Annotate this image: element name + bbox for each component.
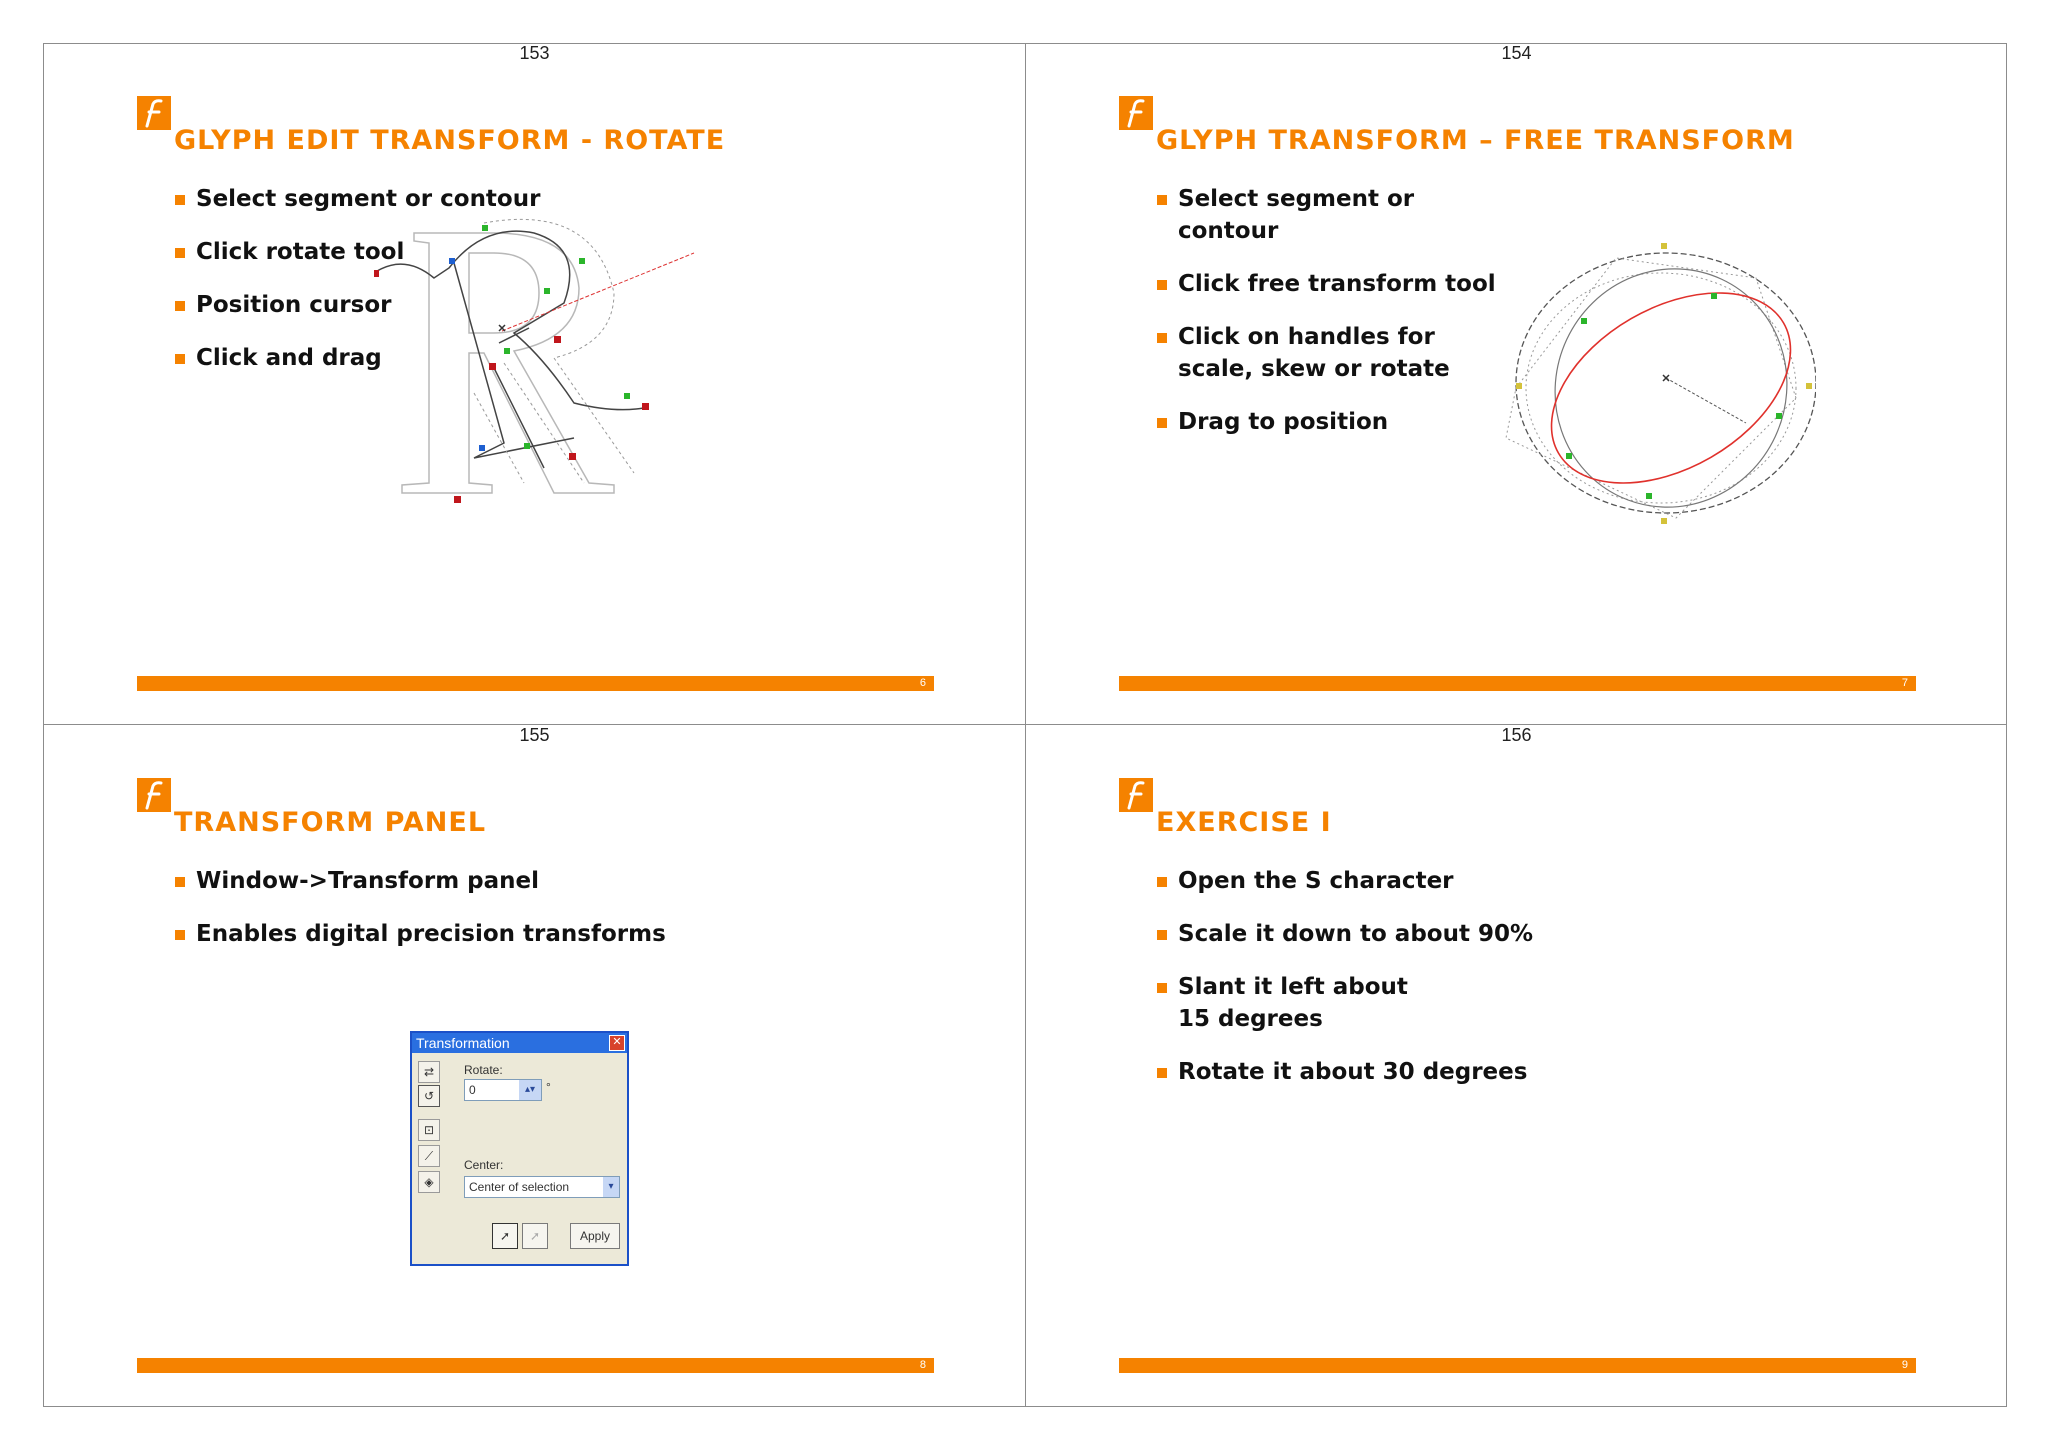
list-item: Scale it down to about 90% (1156, 918, 1536, 950)
slide-title: TRANSFORM PANEL (174, 807, 487, 838)
fontlab-f-logo-icon (1119, 96, 1153, 130)
slide-number: 6 (919, 677, 926, 689)
degree-symbol: ° (546, 1080, 551, 1094)
panel-title-bar (412, 1033, 627, 1053)
bullet-square-icon (1157, 983, 1167, 993)
bullet-list (174, 865, 666, 971)
list-item: Enables digital precision transforms (174, 918, 666, 950)
list-item: Select segment or contour (1156, 183, 1516, 247)
bullet-square-icon (175, 354, 185, 364)
move-tool-icon[interactable]: ⇄ (418, 1061, 440, 1083)
slide-title: GLYPH EDIT TRANSFORM - ROTATE (174, 125, 726, 156)
scale-tool-icon[interactable]: ⊡ (418, 1119, 440, 1141)
list-item: Drag to position (1156, 406, 1516, 438)
slide-number: 9 (1901, 1359, 1908, 1371)
page-number: 153 (519, 43, 550, 63)
bullet-list (1156, 183, 1516, 459)
slide-title: EXERCISE I (1156, 807, 1332, 838)
page-number: 155 (519, 725, 550, 745)
rotate-tool-icon[interactable]: ↺ (418, 1085, 440, 1107)
center-select[interactable]: Center of selection ▾ (464, 1176, 620, 1198)
slide-154 (1026, 43, 2007, 724)
bullet-square-icon (1157, 333, 1167, 343)
bullet-square-icon (1157, 418, 1167, 428)
apply-button[interactable]: Apply (570, 1223, 620, 1249)
slide-number: 8 (919, 1359, 926, 1371)
slide-number: 7 (1901, 677, 1908, 689)
bullet-square-icon (175, 248, 185, 258)
bullet-square-icon (175, 877, 185, 887)
page-number: 154 (1501, 43, 1532, 63)
bullet-square-icon (175, 930, 185, 940)
fontlab-f-logo-icon (137, 96, 171, 130)
list-item: Open the S character (1156, 865, 1536, 897)
slide-footer-bar (137, 676, 934, 691)
close-icon[interactable]: ✕ (609, 1035, 625, 1051)
list-item: Slant it left about 15 degrees (1156, 971, 1438, 1035)
chevron-down-icon[interactable]: ▾ (603, 1177, 619, 1197)
slide-footer-bar (1119, 676, 1916, 691)
slide-title: GLYPH TRANSFORM – FREE TRANSFORM (1156, 125, 1795, 156)
glyph-free-transform-illustration (1496, 238, 1816, 538)
page-number: 156 (1501, 725, 1532, 745)
rotate-label: Rotate: (464, 1063, 503, 1077)
transformation-panel (410, 1031, 629, 1266)
bullet-square-icon (1157, 195, 1167, 205)
list-item: Click on handles for scale, skew or rotate (1156, 321, 1516, 385)
bullet-square-icon (175, 195, 185, 205)
flip-tool-icon[interactable]: ◈ (418, 1171, 440, 1193)
rotate-input[interactable]: 0 ▴▾ (464, 1079, 542, 1101)
stamp-disabled-button[interactable]: ➚ (522, 1223, 548, 1249)
spinner-icon[interactable]: ▴▾ (519, 1080, 541, 1100)
slide-156 (1026, 725, 2007, 1406)
list-item: Click free transform tool (1156, 268, 1516, 300)
bullet-square-icon (1157, 930, 1167, 940)
fontlab-f-logo-icon (137, 778, 171, 812)
slide-footer-bar (1119, 1358, 1916, 1373)
fontlab-f-logo-icon (1119, 778, 1153, 812)
bullet-list (1156, 865, 1536, 1109)
list-item: Window->Transform panel (174, 865, 666, 897)
slide-155 (44, 725, 1025, 1406)
list-item: Rotate it about 30 degrees (1156, 1056, 1536, 1088)
bullet-square-icon (1157, 877, 1167, 887)
list-item: Position cursor (174, 289, 540, 321)
slide-153 (44, 43, 1025, 724)
bullet-square-icon (1157, 1068, 1167, 1078)
list-item: Select segment or contour (174, 183, 540, 215)
panel-title: Transformation (416, 1035, 510, 1051)
bullet-square-icon (1157, 280, 1167, 290)
center-label: Center: (464, 1158, 504, 1172)
skew-tool-icon[interactable]: ⟋ (418, 1145, 440, 1167)
list-item: Click and drag (174, 342, 540, 374)
glyph-rotate-illustration (374, 213, 734, 513)
slide-footer-bar (137, 1358, 934, 1373)
list-item: Click rotate tool (174, 236, 540, 268)
bullet-square-icon (175, 301, 185, 311)
stamp-button[interactable]: ➚ (492, 1223, 518, 1249)
